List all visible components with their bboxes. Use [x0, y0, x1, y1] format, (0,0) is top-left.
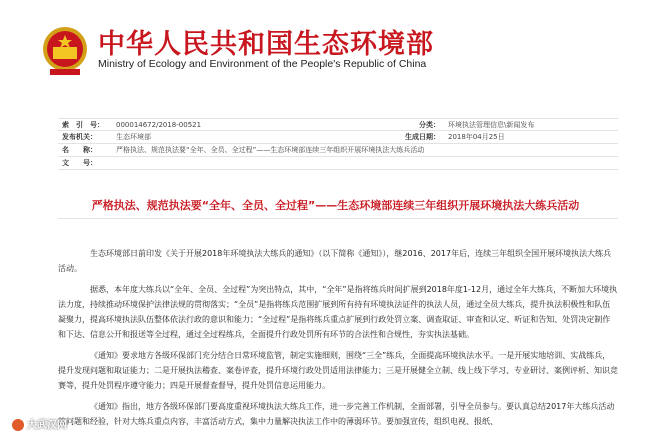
ministry-title-en: Ministry of Ecology and Environment of the People's Republic of China — [98, 58, 427, 70]
article-paragraph: 《通知》指出，地方各级环保部门要高度重视环境执法大练兵工作，进一步完善工作机制，全面部署，引导全员参与。要认真总结2017年大练兵活动的问题和经验，针对大练兵重点内容，丰富活动方式，集中力量解决执法工作中的薄弱环节。要加强宣传，组织电视、报纸、 — [58, 402, 615, 426]
site-header — [0, 0, 671, 110]
title-value: 严格执法、规范执法要“全年、全员、全过程”——生态环境部连续三年组织开展环境执法大练兵活动 — [116, 146, 425, 154]
ministry-title-cn: 中华人民共和国生态环境部 — [98, 29, 434, 60]
info-row-docnum — [58, 157, 618, 170]
watermark — [12, 416, 67, 431]
watermark-text: 大武汉网 — [27, 420, 67, 431]
watermark-logo-icon — [12, 419, 24, 431]
issuer-label: 发布机关： — [62, 133, 97, 141]
info-row-index — [58, 118, 618, 131]
info-row-title — [58, 144, 618, 157]
article-body — [58, 246, 618, 434]
title-label: 名 称： — [62, 146, 97, 154]
title-divider — [58, 218, 618, 219]
date-value: 2018年04月25日 — [448, 133, 505, 141]
date-label: 生成日期： — [405, 133, 440, 141]
index-value: 000014672/2018-00521 — [116, 120, 202, 129]
document-info-table — [58, 118, 618, 170]
info-row-issuer — [58, 131, 618, 144]
issuer-value: 生态环境部 — [116, 133, 151, 141]
docnum-label: 文 号： — [62, 159, 97, 167]
article-paragraph: 据悉，本年度大练兵以“全年、全员、全过程”为突出特点，其中，“全年”是指将练兵时间扩展到2018年度1-12月，通过全年大练兵，不断加大环境执法力度，持续推动环境保护法律法规的贯彻落实；“全员”是指将练兵范围扩展到所有持有环境执法证件的执法人员，通过全员大练兵，提升执法积极性和队伍凝聚力，提高环境执法队伍整体依法行政的意识和能力；“全过程”是指将练兵重点扩展到行政处罚立案、调查取证、审查和认定、听证和告知、处罚决定制作和下达、信息公开和报送等全过程，通过全过程练兵，全面提升行政处罚所有环节的合法性和合规性，夯实执法基础。 — [58, 285, 618, 339]
national-emblem-icon — [40, 25, 90, 80]
index-label: 索 引 号： — [62, 120, 104, 129]
article-paragraph: 《通知》要求地方各级环保部门充分结合日常环境监管，制定实施细则，围绕“三全”练兵，全面提高环境执法水平。一是开展实地培训、实战练兵，提升发现问题和取证能力；二是开展执法稽查、案卷评查，提升环境行政处罚适用法律能力；三是开展健全立制、线上线下学习、专业研讨、案例评析、知识竞赛等，提升处罚程序遵守能力；四是开展督查督导，提升处罚信息运用能力。 — [58, 351, 618, 390]
article-title: 严格执法、规范执法要“全年、全员、全过程”——生态环境部连续三年组织开展环境执法大练兵活动 — [91, 199, 580, 212]
article-paragraph: 生态环境部日前印发《关于开展2018年环境执法大练兵的通知》（以下简称《通知》），继2016、2017年后，连续三年组织全国开展环境执法大练兵活动。 — [58, 249, 612, 273]
category-value: 环境执法管理信息\新闻发布 — [448, 120, 535, 129]
category-label: 分类： — [419, 120, 440, 129]
